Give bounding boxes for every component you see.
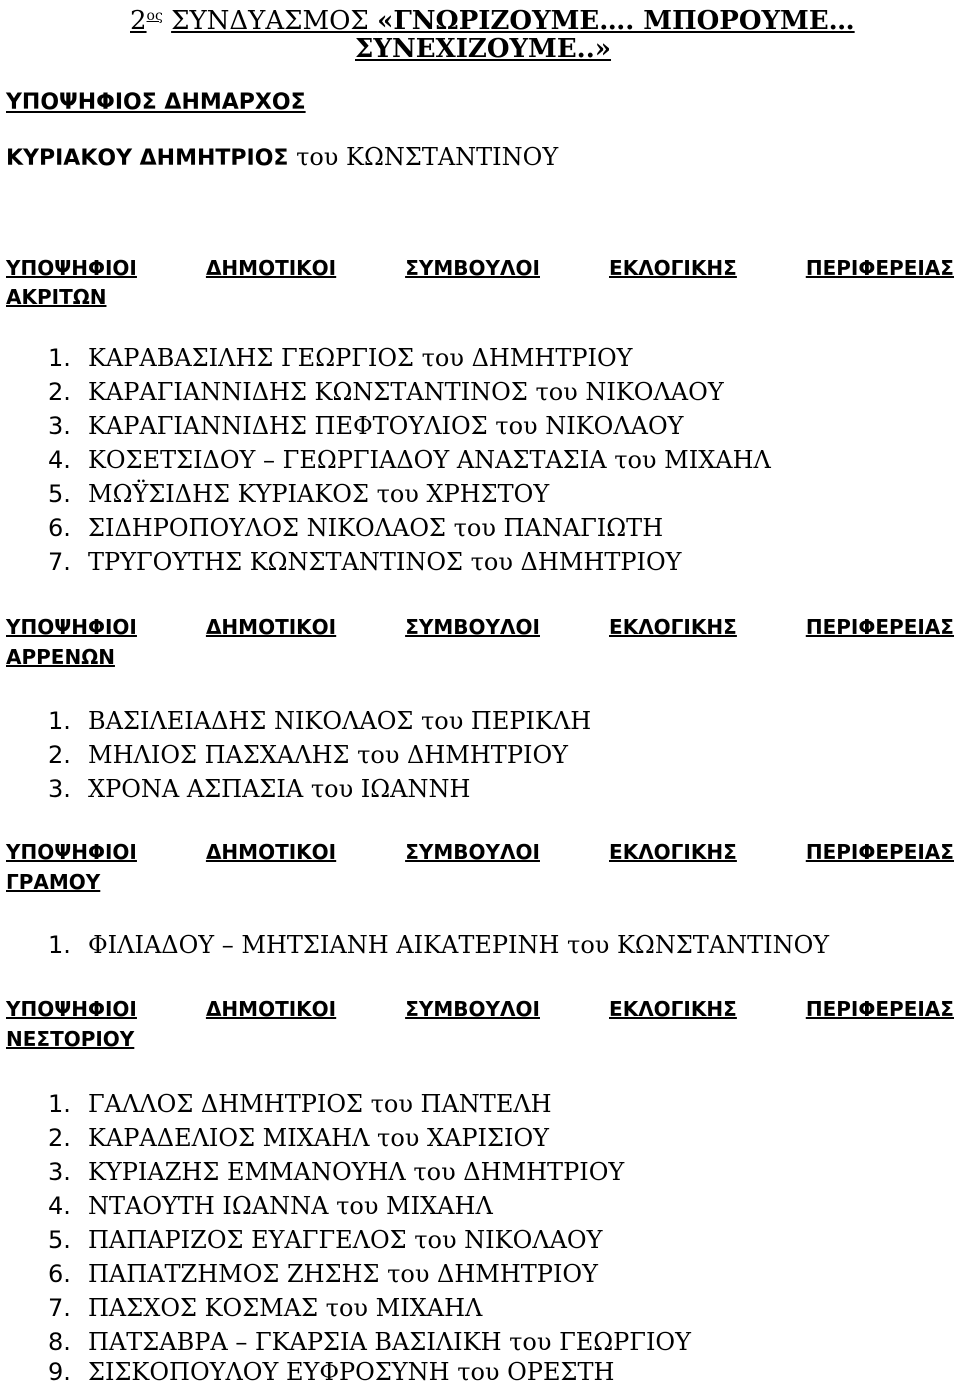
list-item: 6. ΠΑΠΑΤΖΗΜΟΣ ΖΗΣΗΣ του ΔΗΜΗΤΡΙΟΥ xyxy=(48,1260,598,1288)
heading-word: ΠΕΡΙΦΕΡΕΙΑΣ xyxy=(805,615,954,639)
slogan-line-2: ΣΥΝΕΧΙΖΟΥΜΕ..» xyxy=(355,34,612,64)
list-item: 1. ΦΙΛΙΑΔΟΥ – ΜΗΤΣΙΑΝΗ ΑΙΚΑΤΕΡΙΝΗ του ΚΩΝΣΤΑΝΤΙΝΟΥ xyxy=(48,931,830,959)
section-heading-gramou xyxy=(6,838,954,866)
heading-word: ΣΥΜΒΟΥΛΟΙ xyxy=(405,840,540,864)
heading-word: ΕΚΛΟΓΙΚΗΣ xyxy=(609,840,737,864)
heading-word: ΔΗΜΟΤΙΚΟΙ xyxy=(205,840,337,864)
list-item: 4. ΝΤΑΟΥΤΗ ΙΩΑΝΝΑ του ΜΙΧΑΗΛ xyxy=(48,1192,493,1220)
list-item: 8. ΠΑΤΣΑΒΡΑ – ΓΚΑΡΣΙΑ ΒΑΣΙΛΙΚΗ του ΓΕΩΡΓΙΟΥ xyxy=(48,1328,691,1356)
region-name: ΓΡΑΜΟΥ xyxy=(6,870,101,894)
list-item: 5. ΜΩΫΣΙΔΗΣ ΚΥΡΙΑΚΟΣ του ΧΡΗΣΤΟΥ xyxy=(48,480,550,508)
mayor-candidate xyxy=(6,142,558,174)
heading-word: ΔΗΜΟΤΙΚΟΙ xyxy=(205,615,337,639)
heading-word: ΕΚΛΟΓΙΚΗΣ xyxy=(609,256,737,280)
mayor-heading-text: ΥΠΟΨΗΦΙΟΣ ΔΗΜΑΡΧΟΣ xyxy=(6,90,306,115)
list-item: 3. ΚΥΡΙΑΖΗΣ ΕΜΜΑΝΟΥΗΛ του ΔΗΜΗΤΡΙΟΥ xyxy=(48,1158,625,1186)
list-item: 3. ΚΑΡΑΓΙΑΝΝΙΔΗΣ ΠΕΦΤΟΥΛΙΟΣ του ΝΙΚΟΛΑΟΥ xyxy=(48,412,684,440)
list-item: 2. ΚΑΡΑΔΕΛΙΟΣ ΜΙΧΑΗΛ του ΧΑΡΙΣΙΟΥ xyxy=(48,1124,550,1152)
heading-word: ΠΕΡΙΦΕΡΕΙΑΣ xyxy=(805,840,954,864)
heading-word: ΥΠΟΨΗΦΙΟΙ xyxy=(6,615,137,639)
list-item: 2. ΜΗΛΙΟΣ ΠΑΣΧΑΛΗΣ του ΔΗΜΗΤΡΙΟΥ xyxy=(48,741,568,769)
region-name: ΑΚΡΙΤΩΝ xyxy=(6,285,107,309)
mayor-name: ΚΥΡΙΑΚΟΥ ΔΗΜΗΤΡΙΟΣ xyxy=(6,146,289,171)
list-item: 5. ΠΑΠΑΡΙΖΟΣ ΕΥΑΓΓΕΛΟΣ του ΝΙΚΟΛΑΟΥ xyxy=(48,1226,603,1254)
region-name: ΑΡΡΕΝΩΝ xyxy=(6,645,115,669)
ballot-number: 2 xyxy=(130,6,147,36)
heading-word: ΣΥΜΒΟΥΛΟΙ xyxy=(405,256,540,280)
ballot-title-line-2 xyxy=(355,33,611,65)
list-item: 9. ΣΙΣΚΟΠΟΥΛΟΥ ΕΥΦΡΟΣΥΝΗ του ΟΡΕΣΤΗ xyxy=(48,1358,615,1386)
list-item: 1. ΚΑΡΑΒΑΣΙΛΗΣ ΓΕΩΡΓΙΟΣ του ΔΗΜΗΤΡΙΟΥ xyxy=(48,344,633,372)
heading-word: ΥΠΟΨΗΦΙΟΙ xyxy=(6,256,137,280)
list-item: 7. ΤΡΥΓΟΥΤΗΣ ΚΩΝΣΤΑΝΤΙΝΟΣ του ΔΗΜΗΤΡΙΟΥ xyxy=(48,548,682,576)
slogan-line-1: «ΓΝΩΡΙΖΟΥΜΕ…. ΜΠΟΡΟΥΜΕ… xyxy=(377,6,855,36)
heading-word: ΥΠΟΨΗΦΙΟΙ xyxy=(6,997,137,1021)
ballot-number-suffix: ος xyxy=(146,8,163,24)
heading-word: ΥΠΟΨΗΦΙΟΙ xyxy=(6,840,137,864)
list-item: 7. ΠΑΣΧΟΣ ΚΟΣΜΑΣ του ΜΙΧΑΗΛ xyxy=(48,1294,483,1322)
heading-word: ΕΚΛΟΓΙΚΗΣ xyxy=(609,997,737,1021)
heading-word: ΕΚΛΟΓΙΚΗΣ xyxy=(609,615,737,639)
heading-word: ΔΗΜΟΤΙΚΟΙ xyxy=(205,997,337,1021)
section-heading-nestoriou xyxy=(6,995,954,1023)
mayor-heading xyxy=(6,88,306,118)
list-item: 2. ΚΑΡΑΓΙΑΝΝΙΔΗΣ ΚΩΝΣΤΑΝΤΙΝΟΣ του ΝΙΚΟΛΑΟΥ xyxy=(48,378,724,406)
heading-word: ΣΥΜΒΟΥΛΟΙ xyxy=(405,997,540,1021)
heading-word: ΠΕΡΙΦΕΡΕΙΑΣ xyxy=(805,256,954,280)
section-heading-arrenon xyxy=(6,613,954,641)
heading-word: ΔΗΜΟΤΙΚΟΙ xyxy=(205,256,337,280)
heading-word: ΣΥΜΒΟΥΛΟΙ xyxy=(405,615,540,639)
section-heading-akriton xyxy=(6,254,954,282)
mayor-father: του ΚΩΝΣΤΑΝΤΙΝΟΥ xyxy=(288,143,559,171)
list-item: 6. ΣΙΔΗΡΟΠΟΥΛΟΣ ΝΙΚΟΛΑΟΣ του ΠΑΝΑΓΙΩΤΗ xyxy=(48,514,664,542)
ballot-prefix: ΣΥΝΔΥΑΣΜΟΣ xyxy=(171,6,378,36)
heading-word: ΠΕΡΙΦΕΡΕΙΑΣ xyxy=(805,997,954,1021)
region-name: ΝΕΣΤΟΡΙΟΥ xyxy=(6,1027,135,1051)
list-item: 1. ΓΑΛΛΟΣ ΔΗΜΗΤΡΙΟΣ του ΠΑΝΤΕΛΗ xyxy=(48,1090,552,1118)
list-item: 4. ΚΟΣΕΤΣΙΔΟΥ – ΓΕΩΡΓΙΑΔΟΥ ΑΝΑΣΤΑΣΙΑ του ΜΙΧΑΗΛ xyxy=(48,446,771,474)
list-item: 1. ΒΑΣΙΛΕΙΑΔΗΣ ΝΙΚΟΛΑΟΣ του ΠΕΡΙΚΛΗ xyxy=(48,707,592,735)
list-item: 3. ΧΡΟΝΑ ΑΣΠΑΣΙΑ του ΙΩΑΝΝΗ xyxy=(48,775,471,803)
ballot-title-line-1 xyxy=(130,0,855,37)
